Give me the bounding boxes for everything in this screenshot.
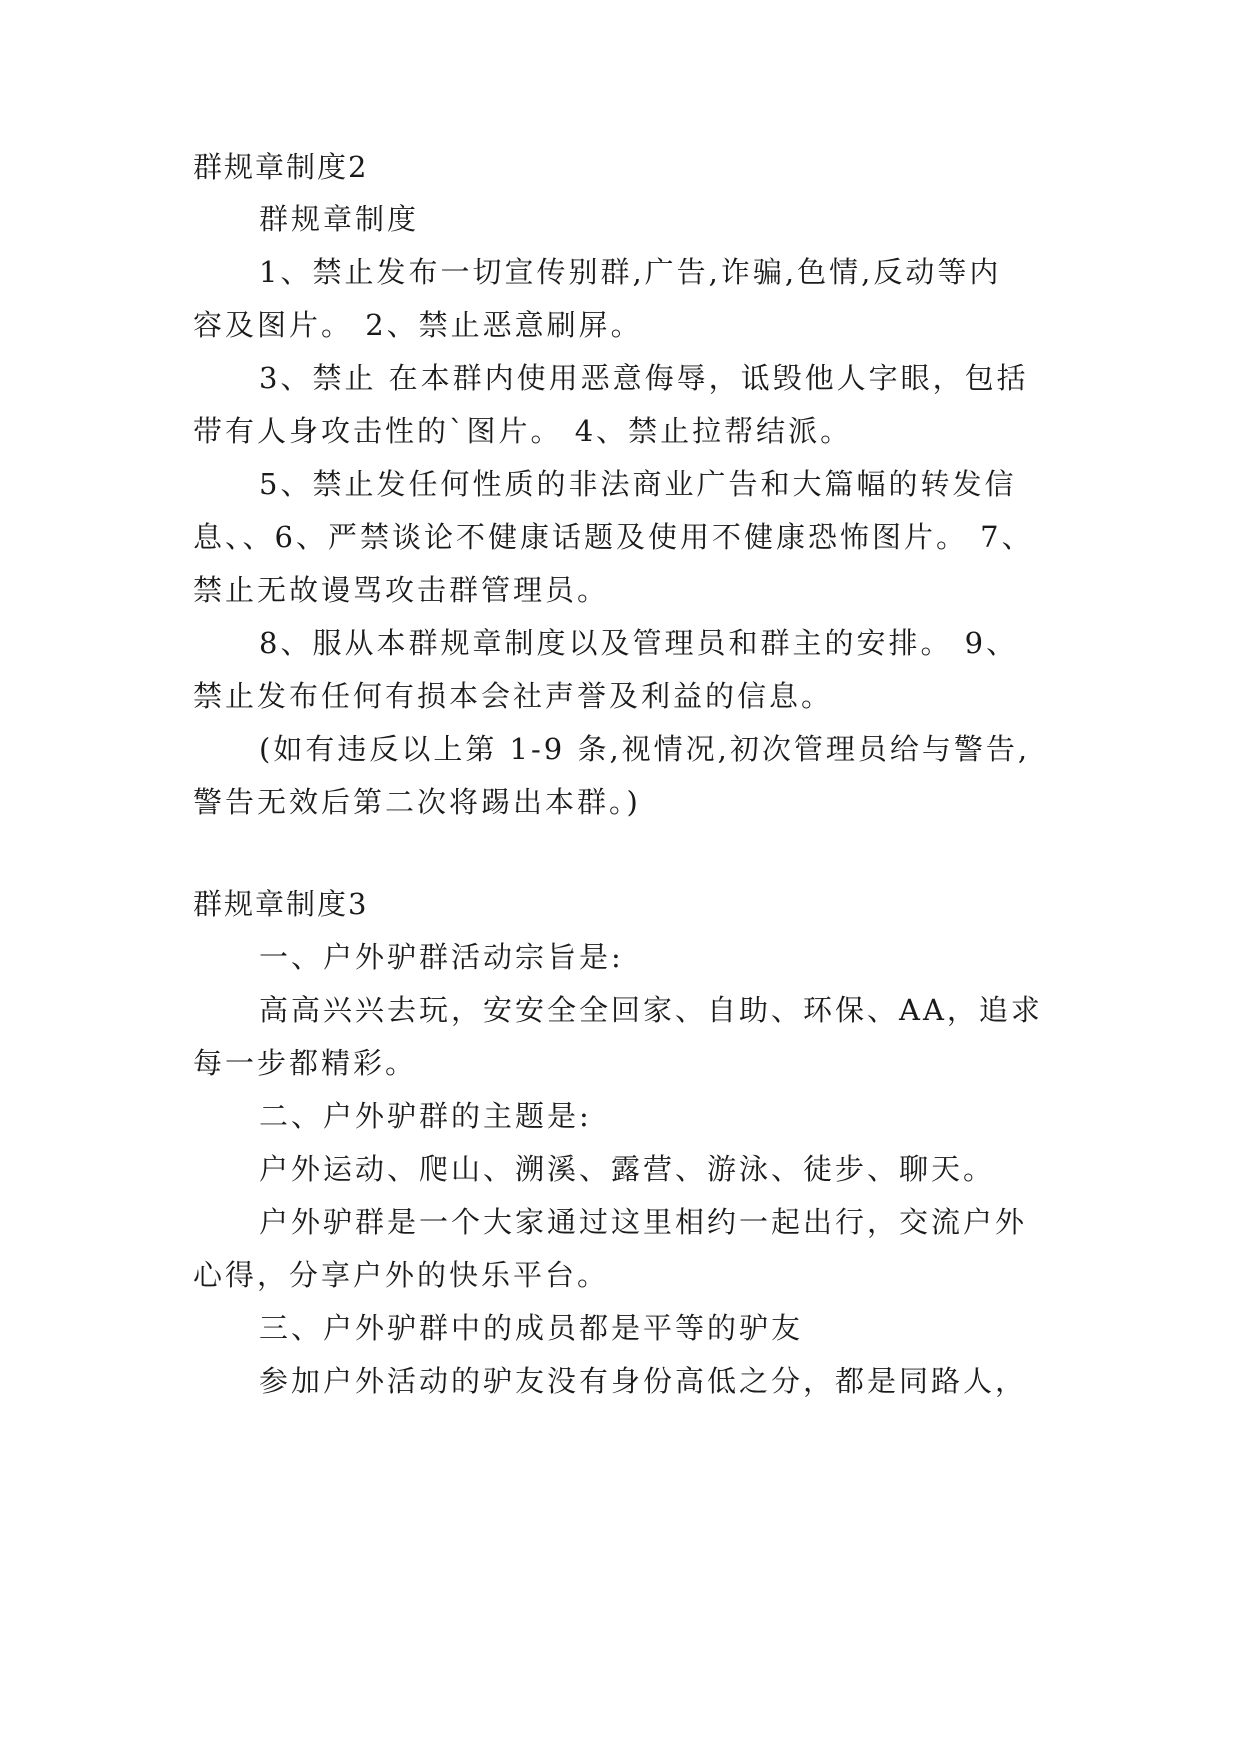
equality-line-1: 参加户外活动的驴友没有身份高低之分，都是同路人， xyxy=(259,1364,1028,1398)
rule-5-line-2: 息、、6、严禁谈论不健康话题及使用不健康恐怖图片。 7、 xyxy=(193,520,1034,554)
rule-9-line: 禁止发布任何有损本会社声誉及利益的信息。 xyxy=(193,679,834,713)
penalty-line-2: 警告无效后第二次将踢出本群。) xyxy=(193,785,641,819)
section-2-subtitle: 群规章制度 xyxy=(259,202,420,236)
theme-line: 户外运动、爬山、溯溪、露营、游泳、徒步、聊天。 xyxy=(259,1152,996,1186)
rule-5-line-1: 5、禁止发任何性质的非法商业广告和大篇幅的转发信 xyxy=(259,467,1017,501)
purpose-line-1: 高高兴兴去玩，安安全全回家、自助、环保、AA，追求 xyxy=(259,993,1043,1027)
purpose-line-2: 每一步都精彩。 xyxy=(193,1046,418,1080)
theme-heading: 二、户外驴群的主题是: xyxy=(259,1099,592,1133)
purpose-heading: 一、户外驴群活动宗旨是: xyxy=(259,940,624,974)
rule-7-line: 禁止无故谩骂攻击群管理员。 xyxy=(193,573,610,607)
rule-3-line-2: 带有人身攻击性的`图片。 4、禁止拉帮结派。 xyxy=(193,414,853,448)
rule-3-line-1: 3、禁止 在本群内使用恶意侮辱，诋毁他人字眼，包括 xyxy=(259,361,1029,395)
rule-1-line-1: 1、禁止发布一切宣传别群,广告,诈骗,色情,反动等内 xyxy=(259,255,1002,289)
section-2-heading: 群规章制度2 xyxy=(193,150,369,184)
penalty-line-1: (如有违反以上第 1-9 条,视情况,初次管理员给与警告, xyxy=(259,732,1031,766)
section-3-heading: 群规章制度3 xyxy=(193,887,369,921)
platform-line-2: 心得，分享户外的快乐平台。 xyxy=(193,1258,610,1292)
platform-line-1: 户外驴群是一个大家通过这里相约一起出行，交流户外 xyxy=(259,1205,1028,1239)
equality-heading: 三、户外驴群中的成员都是平等的驴友 xyxy=(259,1311,804,1345)
rule-1-line-2: 容及图片。 2、禁止恶意刷屏。 xyxy=(193,308,643,342)
rule-8-line-1: 8、服从本群规章制度以及管理员和群主的安排。 9、 xyxy=(259,626,1019,660)
